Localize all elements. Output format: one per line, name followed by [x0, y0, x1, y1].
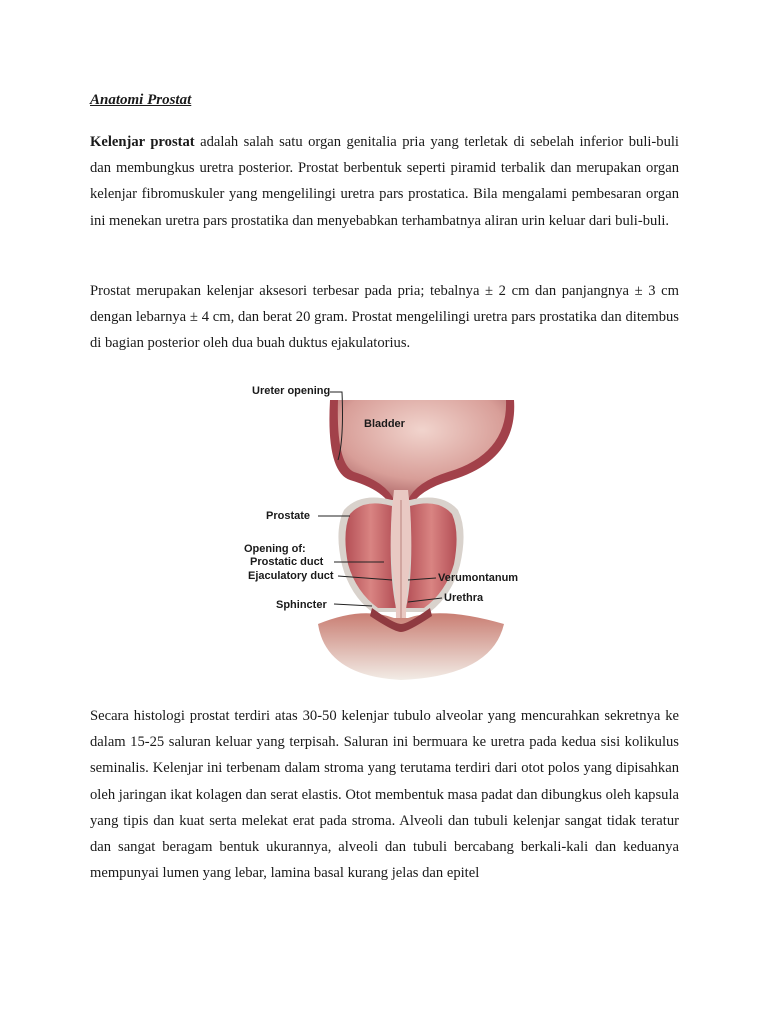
- section-heading: Anatomi Prostat: [90, 92, 192, 108]
- label-urethra: Urethra: [444, 592, 484, 604]
- label-bladder: Bladder: [364, 418, 405, 430]
- prostate-anatomy-illustration: [242, 380, 532, 680]
- label-opening-of: Opening of:: [244, 543, 306, 555]
- prostate-anatomy-figure: [242, 380, 532, 680]
- label-verumontanum: Verumontanum: [438, 572, 519, 584]
- paragraph-2: Prostat merupakan kelenjar aksesori terbesar pada pria; tebalnya ± 2 cm dan panjangnya ± 3 cm dengan lebarnya ± 4 cm, dan berat 20 gram. Prostat mengelilingi uretra pars prostatika dan ditembus di bagian posterior oleh dua buah duktus ejakulatorius.: [90, 283, 679, 352]
- prostate-left-lobe: [345, 503, 396, 608]
- label-prostate: Prostate: [266, 510, 311, 522]
- label-ejaculatory-duct: Ejaculatory duct: [248, 570, 334, 582]
- paragraph-1-text: adalah salah satu organ genitalia pria yang terletak di sebelah inferior buli-buli dan membungkus uretra posterior. Prostat berbentuk seperti piramid terbalik dan merupakan organ kelenjar fibromuskuler yang mengelilingi uretra pars prostatica. Bila mengalami pembesaran organ ini menekan uretra pars prostatika dan menyebabkan terhambatnya aliran urin keluar dari buli-buli.: [90, 134, 679, 229]
- paragraph-1-bold-term: Kelenjar prostat: [90, 134, 195, 150]
- label-prostatic-duct: Prostatic duct: [250, 556, 324, 568]
- paragraph-1: [90, 129, 679, 234]
- label-ureter-opening: Ureter opening: [252, 385, 331, 397]
- paragraph-3: Secara histologi prostat terdiri atas 30-50 kelenjar tubulo alveolar yang mencurahkan sekretnya ke dalam 15-25 saluran keluar yang terpisah. Saluran ini bermuara ke uretra pada kedua sisi kolikulus seminalis. Kelenjar ini terbenam dalam stroma yang terutama terdiri dari otot polos yang dipisahkan oleh jaringan ikat kolagen dan serat elastis. Otot membentuk masa padat dan dibungkus oleh kapsula yang tipis dan kuat serta melekat erat pada stroma. Alveoli dan tubuli kelenjar sangat tidak teratur dan sangat beragam bentuk ukurannya, alveoli dan tubuli bercabang berkali-kali dan keduanya mempunyai lumen yang lebar, lamina basal kurang jelas dan epitel: [90, 708, 679, 882]
- label-sphincter: Sphincter: [276, 599, 327, 611]
